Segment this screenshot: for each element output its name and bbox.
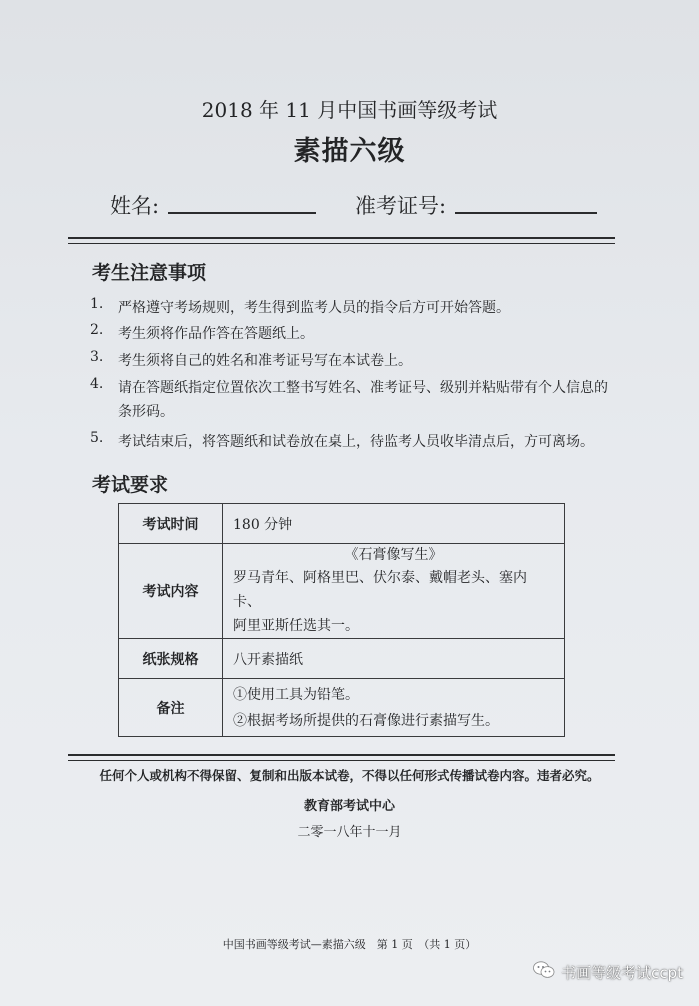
table-value-line: 《石膏像写生》 [344, 547, 443, 563]
top-divider-thin [68, 243, 615, 244]
table-key: 备注 [119, 679, 223, 737]
table-value-line: 阿里亚斯任选其一。 [233, 618, 359, 634]
table-value-line: 180 分钟 [233, 516, 293, 533]
requirements-heading: 考试要求 [92, 474, 169, 496]
watermark [533, 961, 683, 983]
bottom-divider-thin [68, 760, 615, 761]
table-value [223, 639, 565, 679]
table-value [223, 544, 565, 639]
notice-text: 考生须将自己的姓名和准考证号写在本试卷上。 [118, 353, 412, 369]
notice-text: 考生须将作品作答在答题纸上。 [118, 326, 314, 342]
table-value-line: ②根据考场所提供的石膏像进行素描写生。 [233, 712, 499, 729]
table-key: 考试时间 [119, 504, 223, 544]
notice-number: 1. [90, 296, 104, 312]
id-label: 准考证号: [355, 194, 447, 218]
table-value-line: ①使用工具为铅笔。 [233, 686, 359, 703]
copyright-notice: 任何个人或机构不得保留、复制和出版本试卷，不得以任何形式传播试卷内容。违者必究。 [99, 768, 600, 783]
exam-title: 2018 年 11 月中国书画等级考试 [201, 98, 498, 122]
notice-number: 5. [90, 430, 104, 446]
table-value-line: 八开素描纸 [233, 651, 303, 668]
notice-text: 严格遵守考场规则，考生得到监考人员的指令后方可开始答题。 [118, 300, 510, 316]
requirements-table [118, 503, 565, 737]
wechat-icon [533, 961, 555, 983]
name-field[interactable] [168, 212, 316, 214]
notice-number: 4. [90, 376, 104, 392]
top-divider [68, 237, 615, 239]
table-row [119, 544, 565, 639]
bottom-divider [68, 754, 615, 756]
notice-text: 请在答题纸指定位置依次工整书写姓名、准考证号、级别并粘贴带有个人信息的条形码。 [118, 380, 608, 420]
notice-number: 3. [90, 349, 104, 365]
notice-text: 考试结束后，将答题纸和试卷放在桌上，待监考人员收毕清点后，方可离场。 [118, 434, 594, 450]
table-key: 纸张规格 [119, 639, 223, 679]
table-row [119, 679, 565, 737]
watermark-text: 书画等级考试ccpt [561, 963, 683, 982]
name-label: 姓名: [110, 194, 160, 218]
table-key: 考试内容 [119, 544, 223, 639]
issue-date: 二零一八年十一月 [297, 825, 402, 840]
issuer: 教育部考试中心 [303, 799, 395, 814]
page-footer: 中国书画等级考试—素描六级 第 1 页 （共 1 页） [222, 938, 477, 951]
table-value [223, 504, 565, 544]
table-row [119, 639, 565, 679]
notice-heading: 考生注意事项 [92, 262, 207, 284]
table-row [119, 504, 565, 544]
id-field[interactable] [455, 212, 597, 214]
table-value-line: 罗马青年、阿格里巴、伏尔泰、戴帽老头、塞内卡、 [233, 570, 527, 610]
table-value [223, 679, 565, 737]
notice-number: 2. [90, 322, 104, 338]
exam-subtitle: 素描六级 [293, 136, 406, 167]
